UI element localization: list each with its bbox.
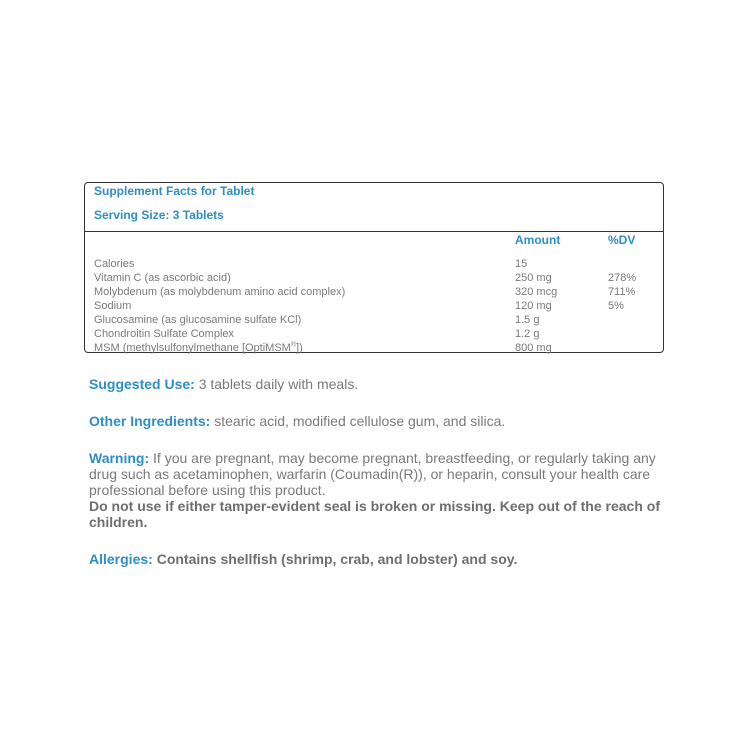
- registered-mark: ®: [290, 341, 297, 349]
- nutrient-dv: 278%: [608, 272, 637, 284]
- nutrient-amount: 320 mcg: [515, 286, 558, 298]
- nutrient-name: Glucosamine (as glucosamine sulfate KCl): [94, 314, 302, 326]
- nutrient-amount: 1.2 g: [515, 328, 540, 340]
- nutrient-amount: 15: [515, 258, 528, 270]
- nutrient-name-prefix: MSM (methylsulfonylmethane [OptiMSM: [94, 342, 291, 354]
- suggested-use: [89, 376, 674, 392]
- warning-label: Warning:: [89, 450, 150, 466]
- nutrient-dv: 5%: [608, 300, 624, 312]
- suggested-use-label: Suggested Use:: [89, 376, 195, 392]
- facts-divider: [85, 231, 663, 232]
- facts-row: [94, 299, 654, 313]
- nutrient-name-suffix: ]): [296, 342, 303, 354]
- facts-rows: [94, 257, 654, 355]
- warning: [89, 450, 674, 530]
- nutrient-name: [94, 341, 303, 355]
- nutrient-name: Vitamin C (as ascorbic acid): [94, 272, 231, 284]
- nutrient-name: Molybdenum (as molybdenum amino acid complex): [94, 286, 346, 298]
- allergies-label: Allergies:: [89, 551, 153, 567]
- allergies: [89, 551, 674, 567]
- dv-column-header: %DV: [608, 233, 636, 247]
- facts-row: [94, 285, 654, 299]
- nutrient-amount: 120 mg: [515, 300, 552, 312]
- warning-text: If you are pregnant, may become pregnant, breastfeeding, or regularly taking any drug such as acetaminophen, warfarin (Coumadin(R)), or heparin, consult your health care professional before using this product.: [89, 450, 656, 498]
- nutrient-amount: 800 mg: [515, 342, 552, 354]
- facts-row: [94, 271, 654, 285]
- nutrient-amount: 1.5 g: [515, 314, 540, 326]
- serving-size: Serving Size: 3 Tablets: [94, 208, 224, 222]
- amount-column-header: Amount: [515, 233, 561, 247]
- nutrient-name: Sodium: [94, 300, 132, 312]
- facts-row: [94, 341, 654, 355]
- warning-bold-text: Do not use if either tamper-evident seal is broken or missing. Keep out of the reach of children.: [89, 498, 660, 530]
- nutrient-name: Calories: [94, 258, 135, 270]
- allergies-text: Contains shellfish (shrimp, crab, and lobster) and soy.: [152, 551, 518, 567]
- other-ingredients-text: stearic acid, modified cellulose gum, and silica.: [210, 413, 506, 429]
- nutrient-amount: 250 mg: [515, 272, 552, 284]
- facts-title: Supplement Facts for Tablet: [94, 184, 255, 198]
- other-ingredients-label: Other Ingredients:: [89, 413, 211, 429]
- facts-row: [94, 313, 654, 327]
- other-ingredients: [89, 413, 674, 429]
- nutrient-dv: 711%: [608, 286, 636, 298]
- facts-row: [94, 257, 654, 271]
- supplement-facts-panel: [84, 182, 664, 353]
- facts-row: [94, 327, 654, 341]
- nutrient-name: Chondroitin Sulfate Complex: [94, 328, 235, 340]
- suggested-use-text: 3 tablets daily with meals.: [194, 376, 359, 392]
